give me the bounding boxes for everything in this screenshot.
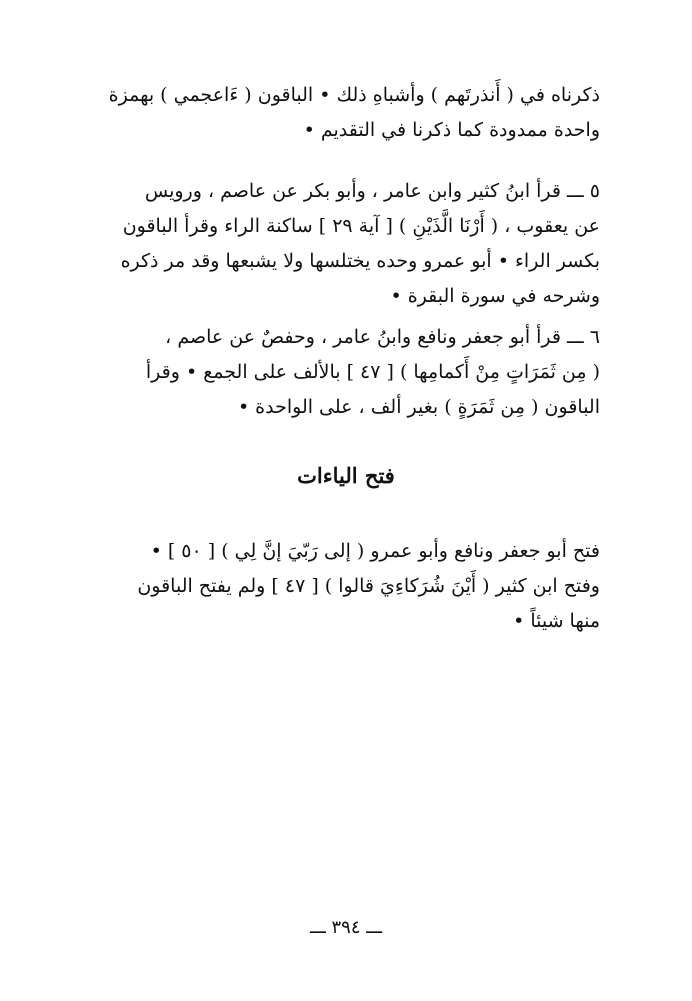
text-line: واحدة ممدودة كما ذكرنا في التقديم • [303,119,600,141]
text-line: ( مِن ثَمَرَاتٍ مِنْ أَكمامِها ) [ ٤٧ ] بالألف على الجمع • وقرأ [145,361,600,383]
text-line: بكسر الراء • أبو عمرو وحده يختلسها ولا يشبعها وقد مر ذكره [120,250,600,272]
text-line: فتح أبو جعفر ونافع وأبو عمرو ( إلى رَبّيَ إنَّ لِي ) [ ٥٠ ] • [150,540,600,562]
text-line: وشرحه في سورة البقرة • [390,285,600,307]
text-line: منها شيئاً • [513,610,600,632]
paragraph-hamza-note [78,78,600,148]
text-line: ذكرناه في ( أَنذرتَهم ) وأشباهِ ذلك • الباقون ( ءَاعجمي ) بهمزة [108,84,600,106]
text-line: ٥ ـــ قرأ ابنُ كثير وابن عامر ، وأبو بكر عن عاصم ، ورويس [144,180,600,202]
section-heading: فتح الياءات [297,463,395,488]
text-line: الباقون ( مِن ثَمَرَةٍ ) بغير ألف ، على الواحدة • [237,396,600,418]
paragraph-item-6 [78,320,600,425]
page-number: ـــ ٣٩٤ ـــ [309,917,383,938]
text-line: ٦ ـــ قرأ أبو جعفر ونافع وابنُ عامر ، وحفصٌ عن عاصم ، [165,326,600,348]
paragraph-ya-opening [78,534,600,639]
text-line: وفتح ابن كثير ( أَيْنَ شُرَكاءِيَ قالوا ) [ ٤٧ ] ولم يفتح الباقون [137,575,600,597]
text-line: عن يعقوب ، ( أَرْنَا الَّذَيْنِ ) [ آية ٢٩ ] ساكنة الراء وقرأ الباقون [122,215,600,237]
paragraph-item-5 [78,174,600,314]
